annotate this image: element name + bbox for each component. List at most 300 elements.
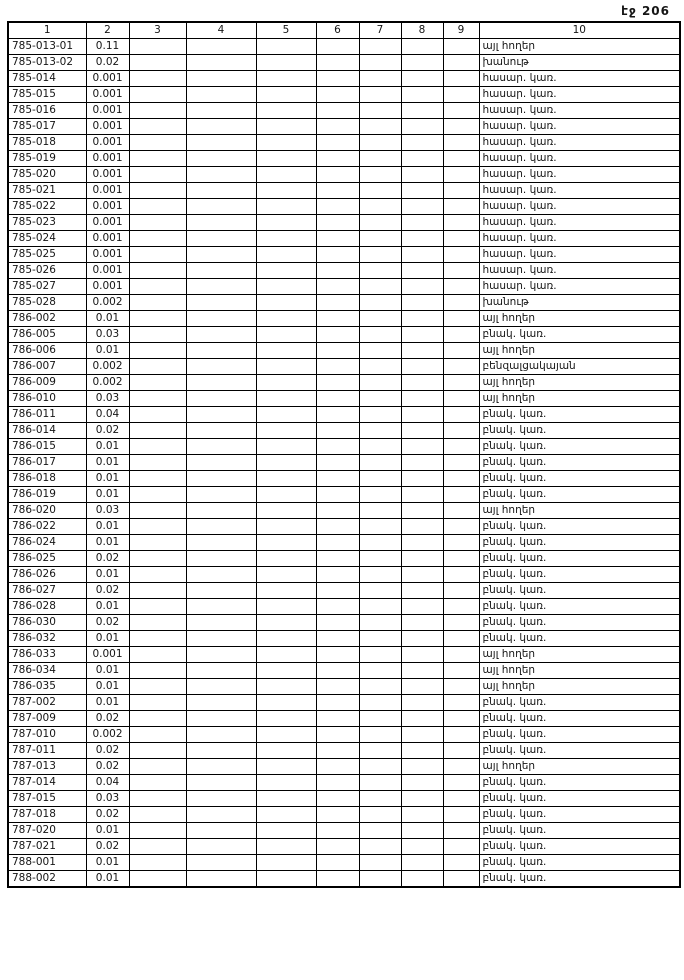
empty-cell	[316, 599, 359, 615]
empty-cell	[443, 439, 479, 455]
empty-cell	[129, 503, 186, 519]
empty-cell	[186, 439, 256, 455]
empty-cell	[359, 791, 401, 807]
empty-cell	[359, 119, 401, 135]
land-use-cell: բնակ. կառ.	[479, 823, 680, 839]
empty-cell	[443, 471, 479, 487]
empty-cell	[316, 327, 359, 343]
area-value-cell: 0.03	[86, 791, 129, 807]
land-use-cell: բնակ. կառ.	[479, 807, 680, 823]
empty-cell	[401, 471, 443, 487]
land-use-cell: այլ հողեր	[479, 759, 680, 775]
empty-cell	[443, 247, 479, 263]
empty-cell	[186, 535, 256, 551]
area-value-cell: 0.01	[86, 455, 129, 471]
column-header: 3	[129, 22, 186, 39]
empty-cell	[316, 247, 359, 263]
area-value-cell: 0.01	[86, 487, 129, 503]
table-row	[8, 375, 680, 391]
empty-cell	[401, 711, 443, 727]
empty-cell	[316, 807, 359, 823]
empty-cell	[359, 439, 401, 455]
land-use-cell: այլ հողեր	[479, 311, 680, 327]
empty-cell	[256, 215, 316, 231]
land-use-cell: բնակ. կառ.	[479, 615, 680, 631]
empty-cell	[359, 359, 401, 375]
empty-cell	[186, 327, 256, 343]
empty-cell	[316, 263, 359, 279]
table-row	[8, 839, 680, 855]
area-value-cell: 0.03	[86, 327, 129, 343]
empty-cell	[129, 727, 186, 743]
area-value-cell: 0.01	[86, 855, 129, 871]
empty-cell	[443, 503, 479, 519]
empty-cell	[186, 551, 256, 567]
land-use-cell: խանութ	[479, 55, 680, 71]
table-row	[8, 263, 680, 279]
empty-cell	[443, 791, 479, 807]
land-use-cell: այլ հողեր	[479, 343, 680, 359]
empty-cell	[256, 759, 316, 775]
empty-cell	[359, 615, 401, 631]
parcel-code-cell: 786-011	[8, 407, 86, 423]
table-row	[8, 183, 680, 199]
table-row	[8, 487, 680, 503]
empty-cell	[256, 567, 316, 583]
empty-cell	[443, 615, 479, 631]
empty-cell	[401, 631, 443, 647]
empty-cell	[443, 407, 479, 423]
empty-cell	[316, 183, 359, 199]
empty-cell	[256, 439, 316, 455]
empty-cell	[256, 855, 316, 871]
empty-cell	[256, 743, 316, 759]
land-use-cell: հասար. կառ.	[479, 151, 680, 167]
empty-cell	[129, 535, 186, 551]
land-use-cell: հասար. կառ.	[479, 71, 680, 87]
table-row	[8, 615, 680, 631]
empty-cell	[186, 55, 256, 71]
empty-cell	[443, 535, 479, 551]
empty-cell	[359, 87, 401, 103]
empty-cell	[316, 167, 359, 183]
table-row	[8, 327, 680, 343]
empty-cell	[401, 823, 443, 839]
parcel-code-cell: 785-023	[8, 215, 86, 231]
empty-cell	[256, 551, 316, 567]
land-use-cell: այլ հողեր	[479, 503, 680, 519]
empty-cell	[359, 215, 401, 231]
empty-cell	[316, 775, 359, 791]
empty-cell	[316, 87, 359, 103]
land-use-cell: բնակ. կառ.	[479, 455, 680, 471]
land-use-cell: բնակ. կառ.	[479, 631, 680, 647]
empty-cell	[359, 183, 401, 199]
empty-cell	[443, 631, 479, 647]
area-value-cell: 0.01	[86, 567, 129, 583]
empty-cell	[359, 599, 401, 615]
table-row	[8, 535, 680, 551]
empty-cell	[129, 151, 186, 167]
parcel-code-cell: 786-034	[8, 663, 86, 679]
land-use-cell: բնակ. կառ.	[479, 743, 680, 759]
area-value-cell: 0.001	[86, 199, 129, 215]
empty-cell	[401, 103, 443, 119]
empty-cell	[316, 423, 359, 439]
area-value-cell: 0.001	[86, 71, 129, 87]
land-use-cell: այլ հողեր	[479, 663, 680, 679]
parcel-code-cell: 785-017	[8, 119, 86, 135]
empty-cell	[443, 151, 479, 167]
table-row	[8, 55, 680, 71]
empty-cell	[186, 647, 256, 663]
empty-cell	[186, 279, 256, 295]
area-value-cell: 0.002	[86, 359, 129, 375]
parcel-code-cell: 786-024	[8, 535, 86, 551]
empty-cell	[256, 167, 316, 183]
empty-cell	[359, 39, 401, 55]
empty-cell	[401, 231, 443, 247]
empty-cell	[359, 727, 401, 743]
table-row	[8, 311, 680, 327]
empty-cell	[129, 343, 186, 359]
empty-cell	[401, 199, 443, 215]
empty-cell	[256, 311, 316, 327]
empty-cell	[256, 199, 316, 215]
area-value-cell: 0.02	[86, 807, 129, 823]
empty-cell	[316, 279, 359, 295]
empty-cell	[256, 823, 316, 839]
table-row	[8, 199, 680, 215]
empty-cell	[256, 599, 316, 615]
table-row	[8, 759, 680, 775]
empty-cell	[359, 247, 401, 263]
land-use-cell: բնակ. կառ.	[479, 583, 680, 599]
empty-cell	[401, 855, 443, 871]
empty-cell	[359, 423, 401, 439]
area-value-cell: 0.01	[86, 679, 129, 695]
empty-cell	[256, 39, 316, 55]
land-use-cell: բնակ. կառ.	[479, 551, 680, 567]
empty-cell	[359, 679, 401, 695]
empty-cell	[316, 791, 359, 807]
empty-cell	[316, 663, 359, 679]
empty-cell	[401, 375, 443, 391]
parcel-code-cell: 787-015	[8, 791, 86, 807]
table-row	[8, 455, 680, 471]
empty-cell	[186, 231, 256, 247]
parcel-code-cell: 785-016	[8, 103, 86, 119]
empty-cell	[401, 455, 443, 471]
land-use-cell: բնակ. կառ.	[479, 599, 680, 615]
empty-cell	[256, 151, 316, 167]
empty-cell	[186, 71, 256, 87]
empty-cell	[129, 103, 186, 119]
land-use-cell: հասար. կառ.	[479, 231, 680, 247]
empty-cell	[256, 487, 316, 503]
area-value-cell: 0.001	[86, 647, 129, 663]
empty-cell	[316, 743, 359, 759]
empty-cell	[401, 135, 443, 151]
column-header: 5	[256, 22, 316, 39]
empty-cell	[359, 455, 401, 471]
empty-cell	[256, 279, 316, 295]
empty-cell	[129, 823, 186, 839]
area-value-cell: 0.001	[86, 279, 129, 295]
table-row	[8, 103, 680, 119]
empty-cell	[401, 439, 443, 455]
empty-cell	[401, 423, 443, 439]
empty-cell	[401, 39, 443, 55]
empty-cell	[443, 871, 479, 888]
area-value-cell: 0.02	[86, 551, 129, 567]
empty-cell	[129, 55, 186, 71]
column-header: 4	[186, 22, 256, 39]
empty-cell	[316, 583, 359, 599]
empty-cell	[186, 823, 256, 839]
empty-cell	[359, 279, 401, 295]
table-row	[8, 871, 680, 888]
empty-cell	[186, 743, 256, 759]
parcel-code-cell: 786-007	[8, 359, 86, 375]
table-row	[8, 135, 680, 151]
empty-cell	[443, 455, 479, 471]
empty-cell	[443, 775, 479, 791]
empty-cell	[443, 487, 479, 503]
empty-cell	[256, 71, 316, 87]
empty-cell	[359, 567, 401, 583]
table-row	[8, 551, 680, 567]
land-use-cell: բնակ. կառ.	[479, 535, 680, 551]
table-row	[8, 119, 680, 135]
empty-cell	[256, 535, 316, 551]
empty-cell	[443, 183, 479, 199]
empty-cell	[443, 231, 479, 247]
parcel-code-cell: 786-025	[8, 551, 86, 567]
table-body	[8, 39, 680, 888]
area-value-cell: 0.04	[86, 407, 129, 423]
land-use-cell: հասար. կառ.	[479, 167, 680, 183]
empty-cell	[401, 119, 443, 135]
empty-cell	[186, 759, 256, 775]
area-value-cell: 0.04	[86, 775, 129, 791]
empty-cell	[256, 807, 316, 823]
empty-cell	[401, 871, 443, 888]
empty-cell	[256, 455, 316, 471]
land-use-cell: հասար. կառ.	[479, 87, 680, 103]
empty-cell	[186, 375, 256, 391]
land-use-cell: բնակ. կառ.	[479, 775, 680, 791]
parcel-code-cell: 786-028	[8, 599, 86, 615]
table-row	[8, 567, 680, 583]
area-value-cell: 0.001	[86, 103, 129, 119]
parcel-code-cell: 785-013-01	[8, 39, 86, 55]
empty-cell	[316, 375, 359, 391]
empty-cell	[359, 503, 401, 519]
table-row	[8, 215, 680, 231]
empty-cell	[359, 583, 401, 599]
area-value-cell: 0.01	[86, 631, 129, 647]
table-row	[8, 663, 680, 679]
area-value-cell: 0.01	[86, 695, 129, 711]
empty-cell	[256, 343, 316, 359]
empty-cell	[443, 295, 479, 311]
table-row	[8, 855, 680, 871]
land-use-cell: բնակ. կառ.	[479, 695, 680, 711]
land-use-cell: բնակ. կառ.	[479, 407, 680, 423]
empty-cell	[443, 343, 479, 359]
empty-cell	[359, 855, 401, 871]
empty-cell	[129, 871, 186, 888]
empty-cell	[129, 759, 186, 775]
empty-cell	[256, 663, 316, 679]
empty-cell	[129, 551, 186, 567]
land-use-cell: հասար. կառ.	[479, 263, 680, 279]
empty-cell	[316, 151, 359, 167]
parcel-code-cell: 786-018	[8, 471, 86, 487]
empty-cell	[443, 311, 479, 327]
parcel-code-cell: 785-027	[8, 279, 86, 295]
empty-cell	[256, 839, 316, 855]
empty-cell	[186, 855, 256, 871]
empty-cell	[316, 71, 359, 87]
empty-cell	[359, 295, 401, 311]
empty-cell	[129, 375, 186, 391]
empty-cell	[129, 471, 186, 487]
empty-cell	[316, 439, 359, 455]
empty-cell	[401, 519, 443, 535]
empty-cell	[129, 359, 186, 375]
empty-cell	[316, 631, 359, 647]
empty-cell	[401, 167, 443, 183]
column-header: 8	[401, 22, 443, 39]
empty-cell	[256, 119, 316, 135]
empty-cell	[256, 359, 316, 375]
area-value-cell: 0.01	[86, 471, 129, 487]
empty-cell	[186, 567, 256, 583]
area-value-cell: 0.001	[86, 135, 129, 151]
parcel-code-cell: 786-033	[8, 647, 86, 663]
table-row	[8, 807, 680, 823]
parcel-code-cell: 785-021	[8, 183, 86, 199]
empty-cell	[401, 807, 443, 823]
area-value-cell: 0.001	[86, 183, 129, 199]
parcel-code-cell: 786-014	[8, 423, 86, 439]
area-value-cell: 0.02	[86, 55, 129, 71]
empty-cell	[186, 199, 256, 215]
parcel-code-cell: 785-022	[8, 199, 86, 215]
empty-cell	[359, 151, 401, 167]
empty-cell	[186, 103, 256, 119]
empty-cell	[359, 327, 401, 343]
land-use-cell: հասար. կառ.	[479, 199, 680, 215]
empty-cell	[129, 615, 186, 631]
empty-cell	[401, 295, 443, 311]
empty-cell	[186, 807, 256, 823]
empty-cell	[316, 39, 359, 55]
empty-cell	[401, 679, 443, 695]
land-use-cell: բնակ. կառ.	[479, 791, 680, 807]
parcel-code-cell: 786-035	[8, 679, 86, 695]
parcel-code-cell: 785-015	[8, 87, 86, 103]
empty-cell	[359, 391, 401, 407]
empty-cell	[186, 503, 256, 519]
empty-cell	[401, 727, 443, 743]
parcel-code-cell: 786-005	[8, 327, 86, 343]
empty-cell	[316, 535, 359, 551]
land-use-cell: բնակ. կառ.	[479, 727, 680, 743]
empty-cell	[359, 807, 401, 823]
empty-cell	[186, 695, 256, 711]
empty-cell	[359, 871, 401, 888]
empty-cell	[359, 407, 401, 423]
empty-cell	[359, 343, 401, 359]
empty-cell	[359, 695, 401, 711]
table-row	[8, 343, 680, 359]
area-value-cell: 0.03	[86, 391, 129, 407]
empty-cell	[186, 407, 256, 423]
empty-cell	[359, 167, 401, 183]
empty-cell	[401, 551, 443, 567]
area-value-cell: 0.01	[86, 663, 129, 679]
land-use-cell: այլ հողեր	[479, 391, 680, 407]
area-value-cell: 0.01	[86, 439, 129, 455]
empty-cell	[316, 295, 359, 311]
area-value-cell: 0.03	[86, 503, 129, 519]
empty-cell	[186, 295, 256, 311]
empty-cell	[186, 87, 256, 103]
empty-cell	[401, 775, 443, 791]
area-value-cell: 0.002	[86, 295, 129, 311]
empty-cell	[443, 759, 479, 775]
empty-cell	[129, 487, 186, 503]
empty-cell	[443, 327, 479, 343]
empty-cell	[316, 119, 359, 135]
empty-cell	[256, 103, 316, 119]
area-value-cell: 0.001	[86, 215, 129, 231]
table-row	[8, 231, 680, 247]
empty-cell	[443, 87, 479, 103]
land-use-cell: բնակ. կառ.	[479, 711, 680, 727]
empty-cell	[401, 327, 443, 343]
empty-cell	[443, 71, 479, 87]
empty-cell	[186, 599, 256, 615]
empty-cell	[186, 615, 256, 631]
parcel-code-cell: 785-018	[8, 135, 86, 151]
empty-cell	[401, 71, 443, 87]
table-row	[8, 359, 680, 375]
parcel-code-cell: 786-015	[8, 439, 86, 455]
parcel-code-cell: 786-032	[8, 631, 86, 647]
empty-cell	[186, 391, 256, 407]
parcel-code-cell: 787-011	[8, 743, 86, 759]
empty-cell	[256, 583, 316, 599]
empty-cell	[256, 135, 316, 151]
empty-cell	[256, 327, 316, 343]
parcel-code-cell: 787-009	[8, 711, 86, 727]
empty-cell	[316, 343, 359, 359]
empty-cell	[401, 663, 443, 679]
column-header: 6	[316, 22, 359, 39]
parcel-code-cell: 786-009	[8, 375, 86, 391]
empty-cell	[443, 711, 479, 727]
empty-cell	[443, 807, 479, 823]
empty-cell	[443, 279, 479, 295]
empty-cell	[359, 631, 401, 647]
land-use-cell: հասար. կառ.	[479, 119, 680, 135]
empty-cell	[443, 599, 479, 615]
table-row	[8, 279, 680, 295]
